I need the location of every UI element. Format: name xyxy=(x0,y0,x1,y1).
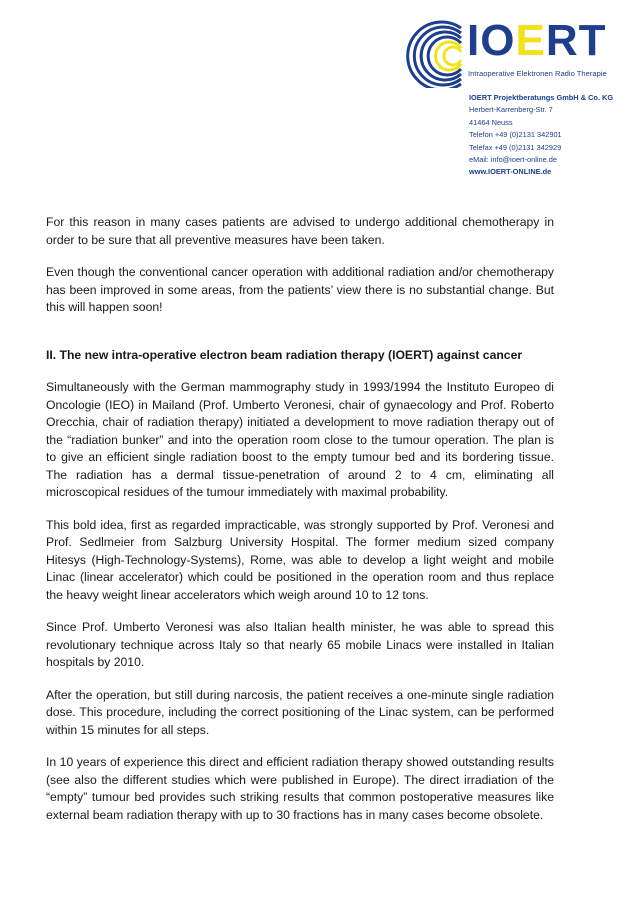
fax-number: Telefax +49 (0)2131 342929 xyxy=(469,142,562,152)
company-name: IOERT Projektberatungs GmbH & Co. KG xyxy=(469,93,614,102)
logo-arc-graphic xyxy=(395,18,475,88)
paragraph-7: In 10 years of experience this direct and efficient radiation therapy showed outstanding results (see also the different studies which were published in Europe). The direct irradiation of the “empty” tumour bed provides such striking results that common postoperative measures like external beam radiation therapy with up to 30 fractions has in many cases become obsolete. xyxy=(46,755,554,822)
paragraph-5: Since Prof. Umberto Veronesi was also Italian health minister, he was able to spread this revolutionary technique across Italy so that nearly 65 mobile Linacs were installed in Italian hospitals by 2010. xyxy=(46,620,554,669)
paragraph-4: This bold idea, first as regarded impracticable, was strongly supported by Prof. Veronesi and Prof. Sedlmeier from Salzburg University Hospital. The former medium sized company Hitesys (High-Technology-Systems), Rome, was able to develop a light weight and mobile Linac (linear accelerator) which could be positioned in the operation room and thus replace the heavy weight linear accelerators which weigh around 10 to 12 tons. xyxy=(46,517,554,602)
paragraph-3: Simultaneously with the German mammography study in 1993/1994 the Instituto Europeo di Oncologie (IEO) in Mailand (Prof. Umberto Veronesi, chair of gynaecology and Prof. Roberto Orecchia, chair of radiation therapy) initiated a development to move radiation therapy out of the “radiation bunker” and into the operation room close to the tumour operation. The plan is to give an efficient single radiation boost to the empty tumour bed and its bordering tissue. The radiation has a dermal tissue-penetration of around 2 to 4 cm, eliminating all microscopical residues of the tumour immediately with maximal probability. xyxy=(46,380,554,499)
email-address: eMail: info@ioert-online.de xyxy=(469,155,558,165)
section-heading: II. The new intra-operative electron beam radiation therapy (IOERT) against cancer xyxy=(46,347,523,362)
document-body xyxy=(46,214,554,839)
logo-wordmark: IOERT xyxy=(467,16,607,65)
paragraph-2: Even though the conventional cancer operation with additional radiation and/or chemotherapy has been improved in some areas, from the patients’ view there is no substantial change. But this will happen soon! xyxy=(46,265,554,314)
paragraph-1: For this reason in many cases patients are advised to undergo additional chemotherapy in order to be sure that all preventive measures have been taken. xyxy=(46,215,554,247)
website-link: www.IOERT-ONLINE.de xyxy=(469,167,552,177)
contact-block xyxy=(469,92,613,179)
phone-number: Telefon +49 (0)2131 342901 xyxy=(469,130,562,140)
city-address: 41464 Neuss xyxy=(469,117,513,127)
street-address: Herbert-Karrenberg-Str. 7 xyxy=(469,105,553,115)
paragraph-6: After the operation, but still during narcosis, the patient receives a one-minute single radiation dose. This procedure, including the correct positioning of the Linac system, can be performed within 15 minutes for all steps. xyxy=(46,687,554,737)
ioert-logo xyxy=(395,18,635,88)
logo-subtitle: Intraoperative Elektronen Radio Therapie xyxy=(468,69,607,78)
